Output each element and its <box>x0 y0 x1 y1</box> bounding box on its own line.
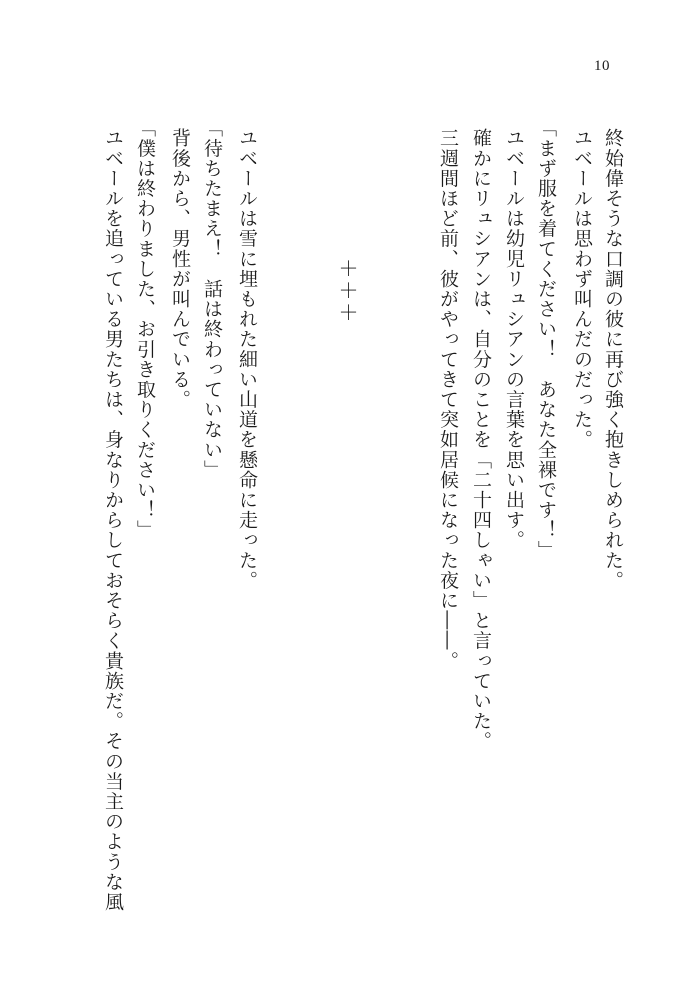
text-line-8: 「待ちたまえ！ 話は終わっていない」 <box>201 118 223 480</box>
text-line-9: 背後から、男性が叫んでいる。 <box>169 128 191 410</box>
vertical-text-body <box>0 118 699 968</box>
text-line-4: ユベールは幼児リュシアンの言葉を思い出す。 <box>503 128 525 551</box>
page-number: 10 <box>594 58 610 74</box>
text-line-6: 三週間ほど前、彼がやってきて突如居候になった夜に――。 <box>437 128 459 671</box>
scene-break: ＋＋＋ <box>335 258 359 324</box>
text-line-7: ユベールは雪に埋もれた細い山道を懸命に走った。 <box>236 128 258 591</box>
text-line-1: 終始偉そうな口調の彼に再び強く抱きしめられた。 <box>602 128 624 591</box>
text-line-3: 「まず服を着てください！ あなた全裸です！」 <box>535 118 557 561</box>
text-line-10: 「僕は終わりました、お引き取りください！」 <box>134 118 156 541</box>
text-line-11: ユベールを追っている男たちは、身なりからしておそらく貴族だ。その当主のような風 <box>102 128 124 912</box>
text-line-2: ユベールは思わず叫んだのだった。 <box>571 128 593 450</box>
text-line-5: 確かにリュシアンは、自分のことを「二十四しゃい」と言っていた。 <box>470 128 492 752</box>
